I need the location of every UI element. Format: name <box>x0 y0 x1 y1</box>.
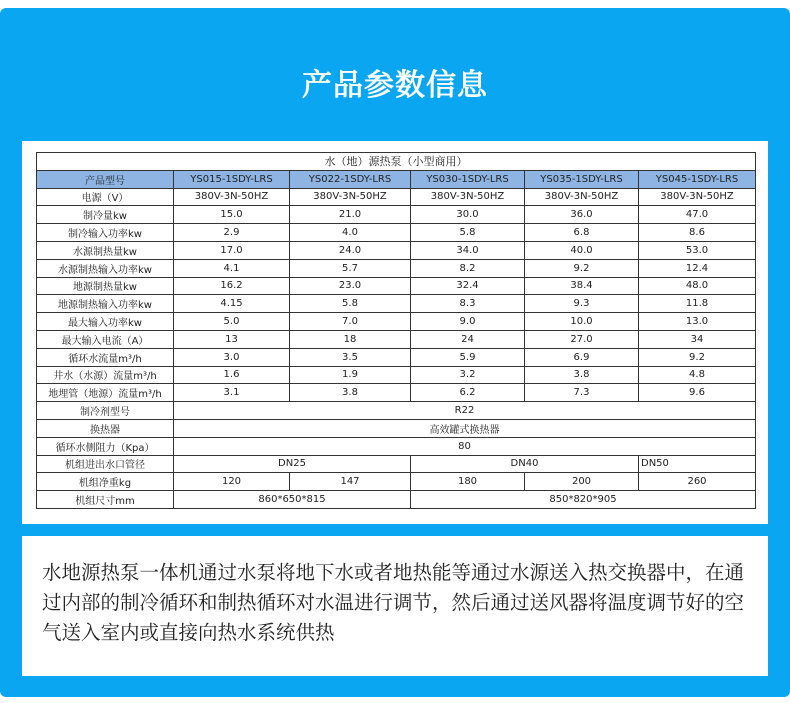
table-cell: 380V-3N-50HZ <box>174 188 290 206</box>
row-label: 循环水侧阻力（Kpa） <box>37 437 174 455</box>
table-cell: 32.4 <box>411 277 525 295</box>
table-row <box>37 206 756 224</box>
table-cell: 380V-3N-50HZ <box>290 188 411 206</box>
row-label: 水源制热输入功率kw <box>37 259 174 277</box>
row-label: 地源制热输入功率kw <box>37 295 174 313</box>
table-cell: 5.9 <box>411 348 525 366</box>
table-row <box>37 259 756 277</box>
blue-frame <box>0 8 790 697</box>
header-cell: YS035-1SDY-LRS <box>525 170 639 188</box>
table-cell: 8.3 <box>411 295 525 313</box>
table-cell: 15.0 <box>174 206 290 224</box>
table-row <box>37 384 756 402</box>
row-label: 机组尺寸mm <box>37 491 174 509</box>
table-cell: 4.8 <box>639 366 756 384</box>
table-cell: 5.0 <box>174 313 290 331</box>
table-cell: 34 <box>639 330 756 348</box>
table-cell: 3.8 <box>525 366 639 384</box>
table-row <box>37 455 756 473</box>
table-cell: 7.0 <box>290 313 411 331</box>
row-label: 制冷量kw <box>37 206 174 224</box>
table-cell: 9.2 <box>525 259 639 277</box>
row-label: 制冷剂型号 <box>37 402 174 420</box>
table-row <box>37 277 756 295</box>
row-label: 水源制热量kw <box>37 241 174 259</box>
row-label: 换热器 <box>37 419 174 437</box>
table-cell: 4.0 <box>290 224 411 242</box>
table-row <box>37 188 756 206</box>
table-cell: 27.0 <box>525 330 639 348</box>
table-row <box>37 313 756 331</box>
table-cell: 7.3 <box>525 384 639 402</box>
table-cell: DN50 <box>639 455 756 473</box>
table-cell: 3.8 <box>290 384 411 402</box>
table-cell: 3.5 <box>290 348 411 366</box>
table-cell: 850*820*905 <box>411 491 756 509</box>
table-cell: 24.0 <box>290 241 411 259</box>
table-cell: 380V-3N-50HZ <box>411 188 525 206</box>
row-label: 电源（V） <box>37 188 174 206</box>
table-cell: 34.0 <box>411 241 525 259</box>
table-cell: 4.15 <box>174 295 290 313</box>
table-cell: 6.2 <box>411 384 525 402</box>
table-caption: 水（地）源热泵（小型商用） <box>37 153 756 171</box>
table-cell: 5.7 <box>290 259 411 277</box>
table-cell: 8.6 <box>639 224 756 242</box>
table-cell: 147 <box>290 473 411 491</box>
table-row <box>37 402 756 420</box>
table-cell: 47.0 <box>639 206 756 224</box>
table-row <box>37 224 756 242</box>
table-cell: 9.0 <box>411 313 525 331</box>
table-cell: 260 <box>639 473 756 491</box>
table-cell: 3.1 <box>174 384 290 402</box>
table-cell: 2.9 <box>174 224 290 242</box>
table-cell: 6.8 <box>525 224 639 242</box>
table-cell: 860*650*815 <box>174 491 411 509</box>
table-cell: 18 <box>290 330 411 348</box>
table-row <box>37 437 756 455</box>
table-cell: 24 <box>411 330 525 348</box>
row-label: 最大输入功率kw <box>37 313 174 331</box>
table-row <box>37 366 756 384</box>
table-row <box>37 295 756 313</box>
table-cell: R22 <box>174 402 756 420</box>
table-cell: 48.0 <box>639 277 756 295</box>
table-cell: 11.8 <box>639 295 756 313</box>
header-cell: YS030-1SDY-LRS <box>411 170 525 188</box>
page-title: 产品参数信息 <box>302 68 488 103</box>
description-text: 水地源热泵一体机通过水泵将地下水或者地热能等通过水源送入热交换器中，在通过内部的制冷循环和制热循环对水温进行调节，然后通过送风器将温度调节好的空气送入室内或直接向热水系统供热 <box>42 561 745 644</box>
table-cell: 40.0 <box>525 241 639 259</box>
table-cell: 9.6 <box>639 384 756 402</box>
table-row <box>37 348 756 366</box>
table-cell: 6.9 <box>525 348 639 366</box>
table-row <box>37 491 756 509</box>
table-cell: 13.0 <box>639 313 756 331</box>
header-cell: YS045-1SDY-LRS <box>639 170 756 188</box>
caption-row <box>37 153 756 171</box>
table-cell: 9.3 <box>525 295 639 313</box>
table-cell: DN40 <box>411 455 639 473</box>
table-cell: 3.2 <box>411 366 525 384</box>
table-cell: 80 <box>174 437 756 455</box>
table-row <box>37 330 756 348</box>
row-label: 地埋管（地源）流量m³/h <box>37 384 174 402</box>
table-cell: 200 <box>525 473 639 491</box>
table-row <box>37 473 756 491</box>
table-cell: 23.0 <box>290 277 411 295</box>
description-panel <box>22 536 768 676</box>
spec-panel <box>22 141 768 524</box>
row-label: 机组进出水口管径 <box>37 455 174 473</box>
table-cell: DN25 <box>174 455 411 473</box>
table-cell: 380V-3N-50HZ <box>525 188 639 206</box>
table-cell: 高效罐式换热器 <box>174 419 756 437</box>
table-cell: 120 <box>174 473 290 491</box>
table-cell: 1.6 <box>174 366 290 384</box>
table-cell: 36.0 <box>525 206 639 224</box>
table-cell: 380V-3N-50HZ <box>639 188 756 206</box>
row-label: 最大输入电流（A） <box>37 330 174 348</box>
row-label: 机组净重kg <box>37 473 174 491</box>
header-row <box>37 170 756 188</box>
table-cell: 10.0 <box>525 313 639 331</box>
header-cell: 产品型号 <box>37 170 174 188</box>
header-cell: YS015-1SDY-LRS <box>174 170 290 188</box>
row-label: 井水（水源）流量m³/h <box>37 366 174 384</box>
table-cell: 21.0 <box>290 206 411 224</box>
spec-table <box>36 152 756 509</box>
header-cell: YS022-1SDY-LRS <box>290 170 411 188</box>
table-row <box>37 419 756 437</box>
table-cell: 4.1 <box>174 259 290 277</box>
table-cell: 5.8 <box>290 295 411 313</box>
row-label: 制冷输入功率kw <box>37 224 174 242</box>
table-cell: 8.2 <box>411 259 525 277</box>
table-cell: 9.2 <box>639 348 756 366</box>
table-cell: 1.9 <box>290 366 411 384</box>
table-cell: 17.0 <box>174 241 290 259</box>
table-cell: 16.2 <box>174 277 290 295</box>
table-cell: 12.4 <box>639 259 756 277</box>
table-cell: 53.0 <box>639 241 756 259</box>
table-cell: 5.8 <box>411 224 525 242</box>
table-cell: 3.0 <box>174 348 290 366</box>
table-cell: 30.0 <box>411 206 525 224</box>
table-cell: 38.4 <box>525 277 639 295</box>
table-cell: 13 <box>174 330 290 348</box>
table-row <box>37 241 756 259</box>
row-label: 地源制热量kw <box>37 277 174 295</box>
table-cell: 180 <box>411 473 525 491</box>
row-label: 循环水流量m³/h <box>37 348 174 366</box>
